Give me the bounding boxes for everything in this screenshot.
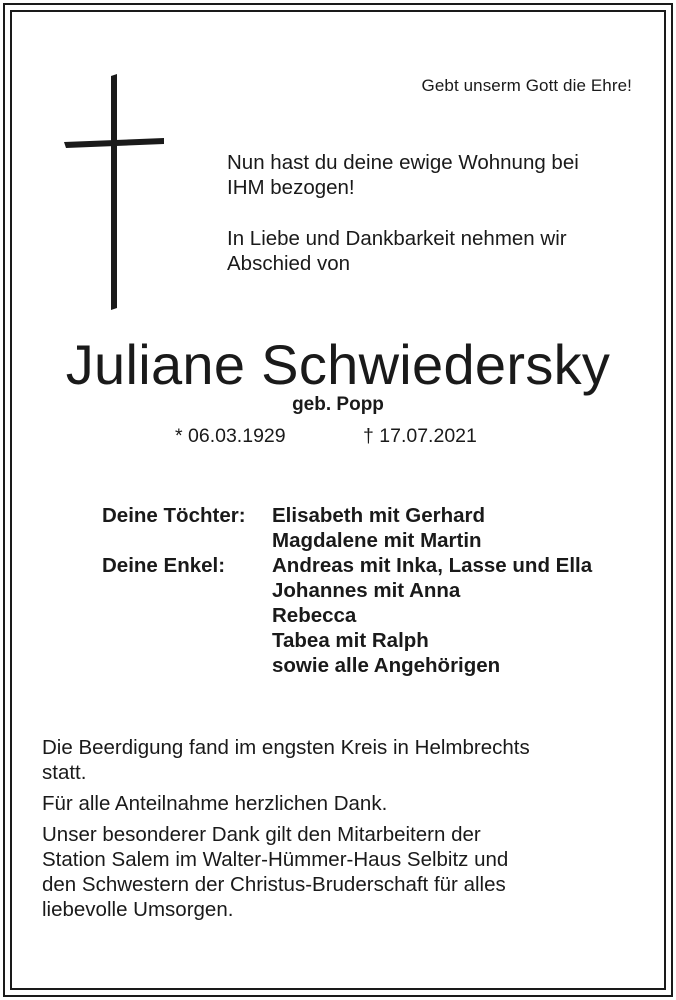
grandchildren-names [272, 553, 592, 678]
burial-line: statt. [42, 761, 87, 784]
special-thanks-line: liebevolle Umsorgen. [42, 898, 234, 921]
grandchildren-label: Deine Enkel: [102, 554, 226, 577]
daughters-names [272, 503, 485, 553]
special-thanks-line: Station Salem im Walter-Hümmer-Haus Selbitz und [42, 848, 509, 871]
cross-icon [60, 72, 170, 314]
closing-text [42, 735, 642, 928]
list-item: Rebecca [272, 604, 357, 627]
maiden-name: geb. Popp [292, 394, 384, 415]
verse-line: Abschied von [227, 252, 351, 275]
death-date: † 17.07.2021 [363, 425, 477, 447]
grandchildren-row [102, 553, 592, 678]
list-item: Johannes mit Anna [272, 579, 461, 602]
deceased-name: Juliane Schwiedersky [65, 333, 611, 396]
verse [227, 150, 647, 302]
verse-line: Nun hast du deine ewige Wohnung bei [227, 151, 579, 174]
thanks-line: Für alle Anteilnahme herzlichen Dank. [42, 792, 388, 815]
list-item: Tabea mit Ralph [272, 629, 429, 652]
birth-date: * 06.03.1929 [175, 425, 286, 447]
special-thanks-line: den Schwestern der Christus-Bruderschaft für alles [42, 873, 506, 896]
family-list [102, 503, 592, 678]
burial-line: Die Beerdigung fand im engsten Kreis in Helmbrechts [42, 736, 530, 759]
daughters-label: Deine Töchter: [102, 504, 246, 527]
motto: Gebt unserm Gott die Ehre! [421, 76, 632, 95]
list-item: Elisabeth mit Gerhard [272, 504, 486, 527]
verse-line: In Liebe und Dankbarkeit nehmen wir [227, 227, 567, 250]
special-thanks-line: Unser besonderer Dank gilt den Mitarbeitern der [42, 823, 481, 846]
list-item: Magdalene mit Martin [272, 529, 482, 552]
list-item: sowie alle Angehörigen [272, 654, 501, 677]
verse-line: IHM bezogen! [227, 176, 355, 199]
daughters-row [102, 503, 592, 553]
list-item: Andreas mit Inka, Lasse und Ella [272, 554, 593, 577]
